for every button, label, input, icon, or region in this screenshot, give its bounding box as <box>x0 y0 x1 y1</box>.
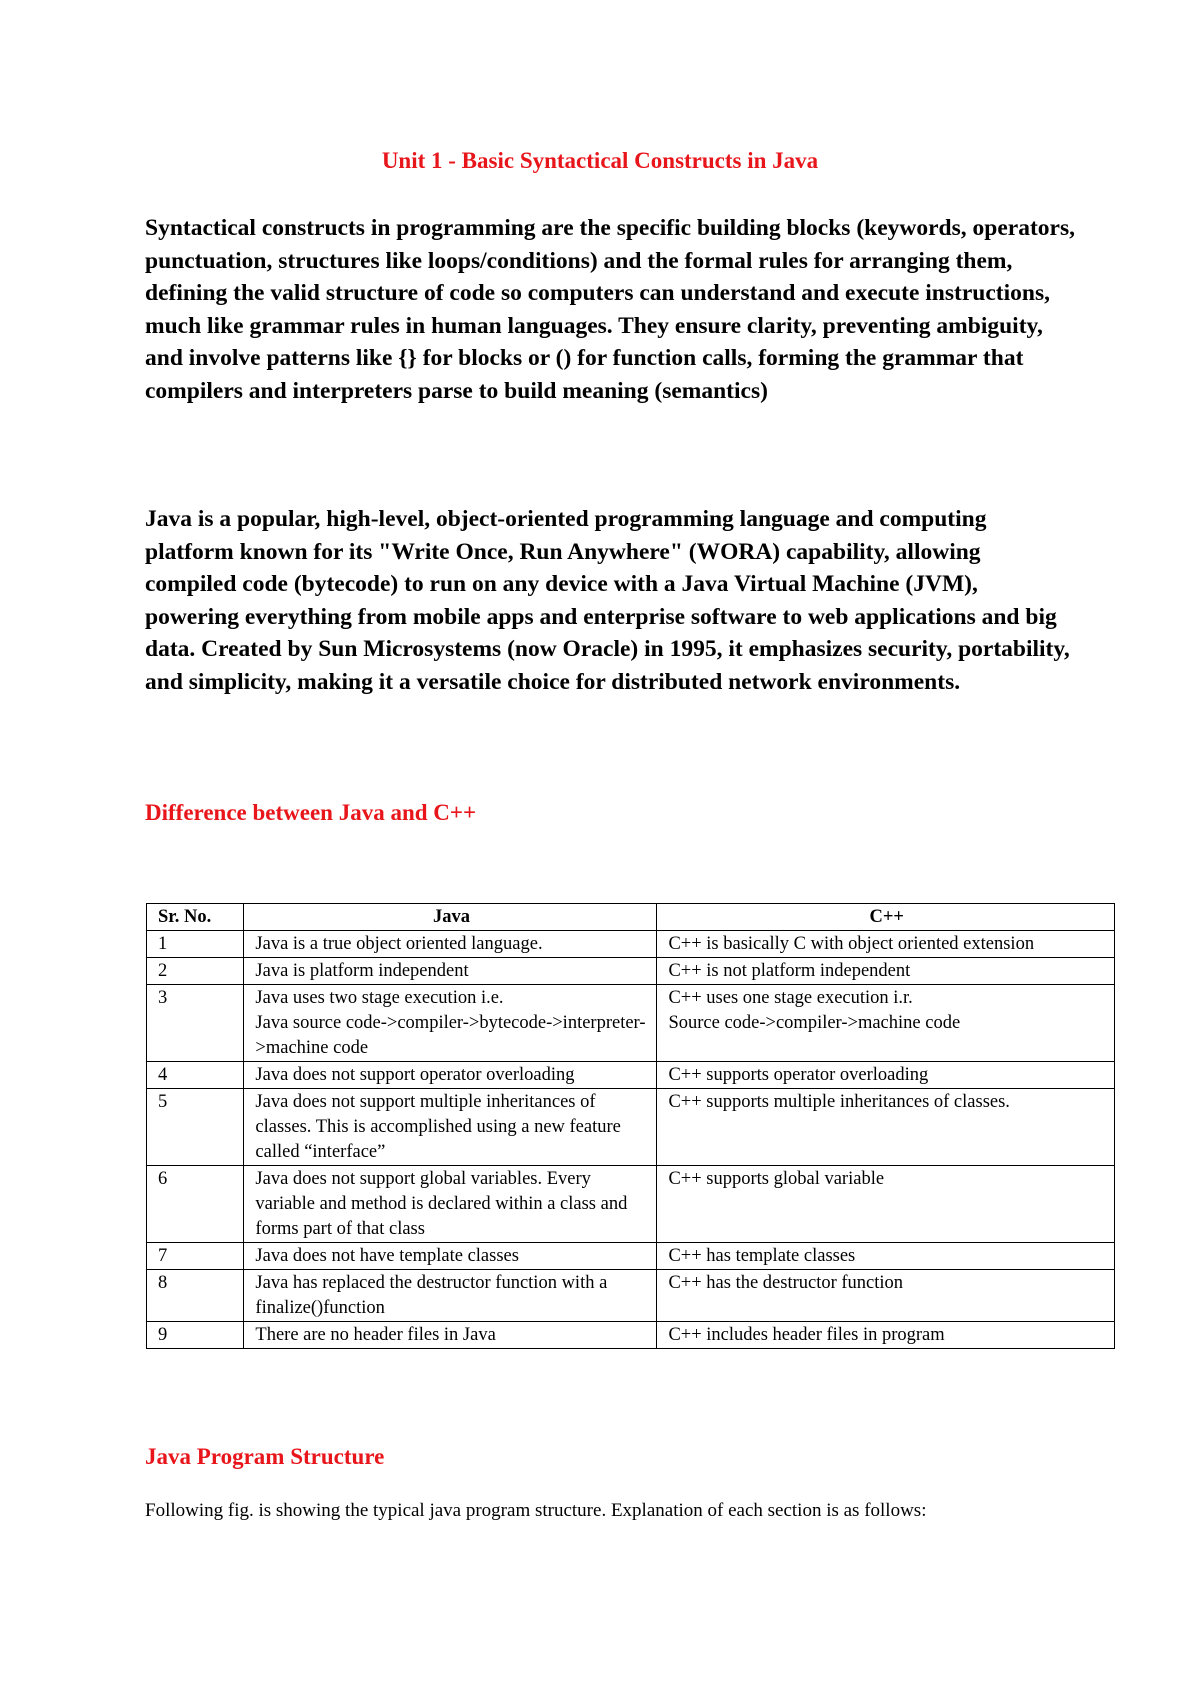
cell-cpp <box>657 1270 1115 1322</box>
cell-cpp <box>657 958 1115 985</box>
structure-heading: Java Program Structure <box>145 1444 385 1469</box>
document-title: Unit 1 - Basic Syntactical Constructs in Java <box>381 148 819 173</box>
cell-cpp-text: C++ is basically C with object oriented extension <box>668 934 1035 954</box>
cell-java-text: Java does not support multiple inheritances of classes. This is accomplished using a new feature called “interface” <box>255 1092 621 1162</box>
cell-java-text: Java has replaced the destructor function with a finalize()function <box>255 1273 608 1318</box>
cell-java <box>244 1062 657 1089</box>
cell-cpp <box>657 985 1115 1062</box>
cell-sr-no: 6 <box>147 1166 244 1243</box>
cell-cpp-text: C++ supports operator overloading <box>668 1065 929 1085</box>
cell-java <box>244 1270 657 1322</box>
cell-cpp-text: C++ includes header files in program <box>668 1325 945 1345</box>
cell-java-text: There are no header files in Java <box>255 1325 496 1345</box>
cell-sr-no: 1 <box>147 931 244 958</box>
cell-cpp-text: C++ is not platform independent <box>668 961 911 981</box>
table-row <box>147 1322 1115 1349</box>
cell-cpp <box>657 1243 1115 1270</box>
cell-sr-no: 2 <box>147 958 244 985</box>
cell-cpp-text: C++ uses one stage execution i.r. <box>668 988 913 1008</box>
cell-cpp <box>657 1062 1115 1089</box>
table-row <box>147 958 1115 985</box>
cell-cpp <box>657 931 1115 958</box>
table-row <box>147 1062 1115 1089</box>
cell-java <box>244 958 657 985</box>
cell-cpp <box>657 1322 1115 1349</box>
cell-sr-no: 9 <box>147 1322 244 1349</box>
intro-paragraph: Syntactical constructs in programming are the specific building blocks (keywords, operators, punctuation, structures like loops/conditions) and the formal rules for arranging them, defining the valid structure of code so computers can understand and execute instructions, much like grammar rules in human languages. They ensure clarity, preventing ambiguity, and involve patterns like {} for blocks or () for function calls, forming the grammar that compilers and interpreters parse to build meaning (semantics) <box>145 215 1075 404</box>
cell-cpp <box>657 1166 1115 1243</box>
table-row <box>147 1166 1115 1243</box>
cell-java <box>244 985 657 1062</box>
table-header-row <box>147 904 1115 931</box>
cell-cpp <box>657 1089 1115 1166</box>
table-body <box>147 931 1115 1349</box>
cell-java <box>244 931 657 958</box>
cell-java-text: Java is a true object oriented language. <box>255 934 543 954</box>
java-paragraph: Java is a popular, high-level, object-oriented programming language and computing platform known for its "Write Once, Run Anywhere" (WORA) capability, allowing compiled code (bytecode) to run on any device with a Java Virtual Machine (JVM), powering everything from mobile apps and enterprise software to web applications and big data. Created by Sun Microsystems (now Oracle) in 1995, it emphasizes security, portability, and simplicity, making it a versatile choice for distributed network environments. <box>145 506 1070 695</box>
cell-java-text: Java source code->compiler->bytecode->interpreter->machine code <box>255 1013 646 1058</box>
cell-java <box>244 1243 657 1270</box>
cell-sr-no: 4 <box>147 1062 244 1089</box>
cell-cpp-text: C++ has template classes <box>668 1246 856 1266</box>
cell-cpp-text: C++ supports global variable <box>668 1169 885 1189</box>
difference-heading: Difference between Java and C++ <box>145 800 477 825</box>
cell-cpp-text: C++ supports multiple inheritances of classes. <box>668 1092 1010 1112</box>
cell-cpp-text: C++ has the destructor function <box>668 1273 904 1293</box>
cell-java <box>244 1089 657 1166</box>
cell-java <box>244 1322 657 1349</box>
cell-java-text: Java is platform independent <box>255 961 469 981</box>
structure-paragraph: Following fig. is showing the typical java program structure. Explanation of each section is as follows: <box>145 1500 927 1521</box>
cell-sr-no: 8 <box>147 1270 244 1322</box>
cell-java-text: Java does not have template classes <box>255 1246 519 1266</box>
header-java: Java <box>244 904 657 931</box>
header-sr-no: Sr. No. <box>147 904 244 931</box>
header-cpp: C++ <box>657 904 1115 931</box>
table-row <box>147 1270 1115 1322</box>
cell-java-text: Java uses two stage execution i.e. <box>255 988 504 1008</box>
cell-sr-no: 3 <box>147 985 244 1062</box>
cell-sr-no: 7 <box>147 1243 244 1270</box>
table-row <box>147 1089 1115 1166</box>
table-row <box>147 985 1115 1062</box>
cell-cpp-text: Source code->compiler->machine code <box>668 1013 961 1033</box>
comparison-table <box>146 903 1115 1349</box>
cell-java <box>244 1166 657 1243</box>
cell-java-text: Java does not support global variables. Every variable and method is declared within a class and forms part of that class <box>255 1169 628 1239</box>
cell-java-text: Java does not support operator overloading <box>255 1065 575 1085</box>
table-row <box>147 1243 1115 1270</box>
table-row <box>147 931 1115 958</box>
cell-sr-no: 5 <box>147 1089 244 1166</box>
